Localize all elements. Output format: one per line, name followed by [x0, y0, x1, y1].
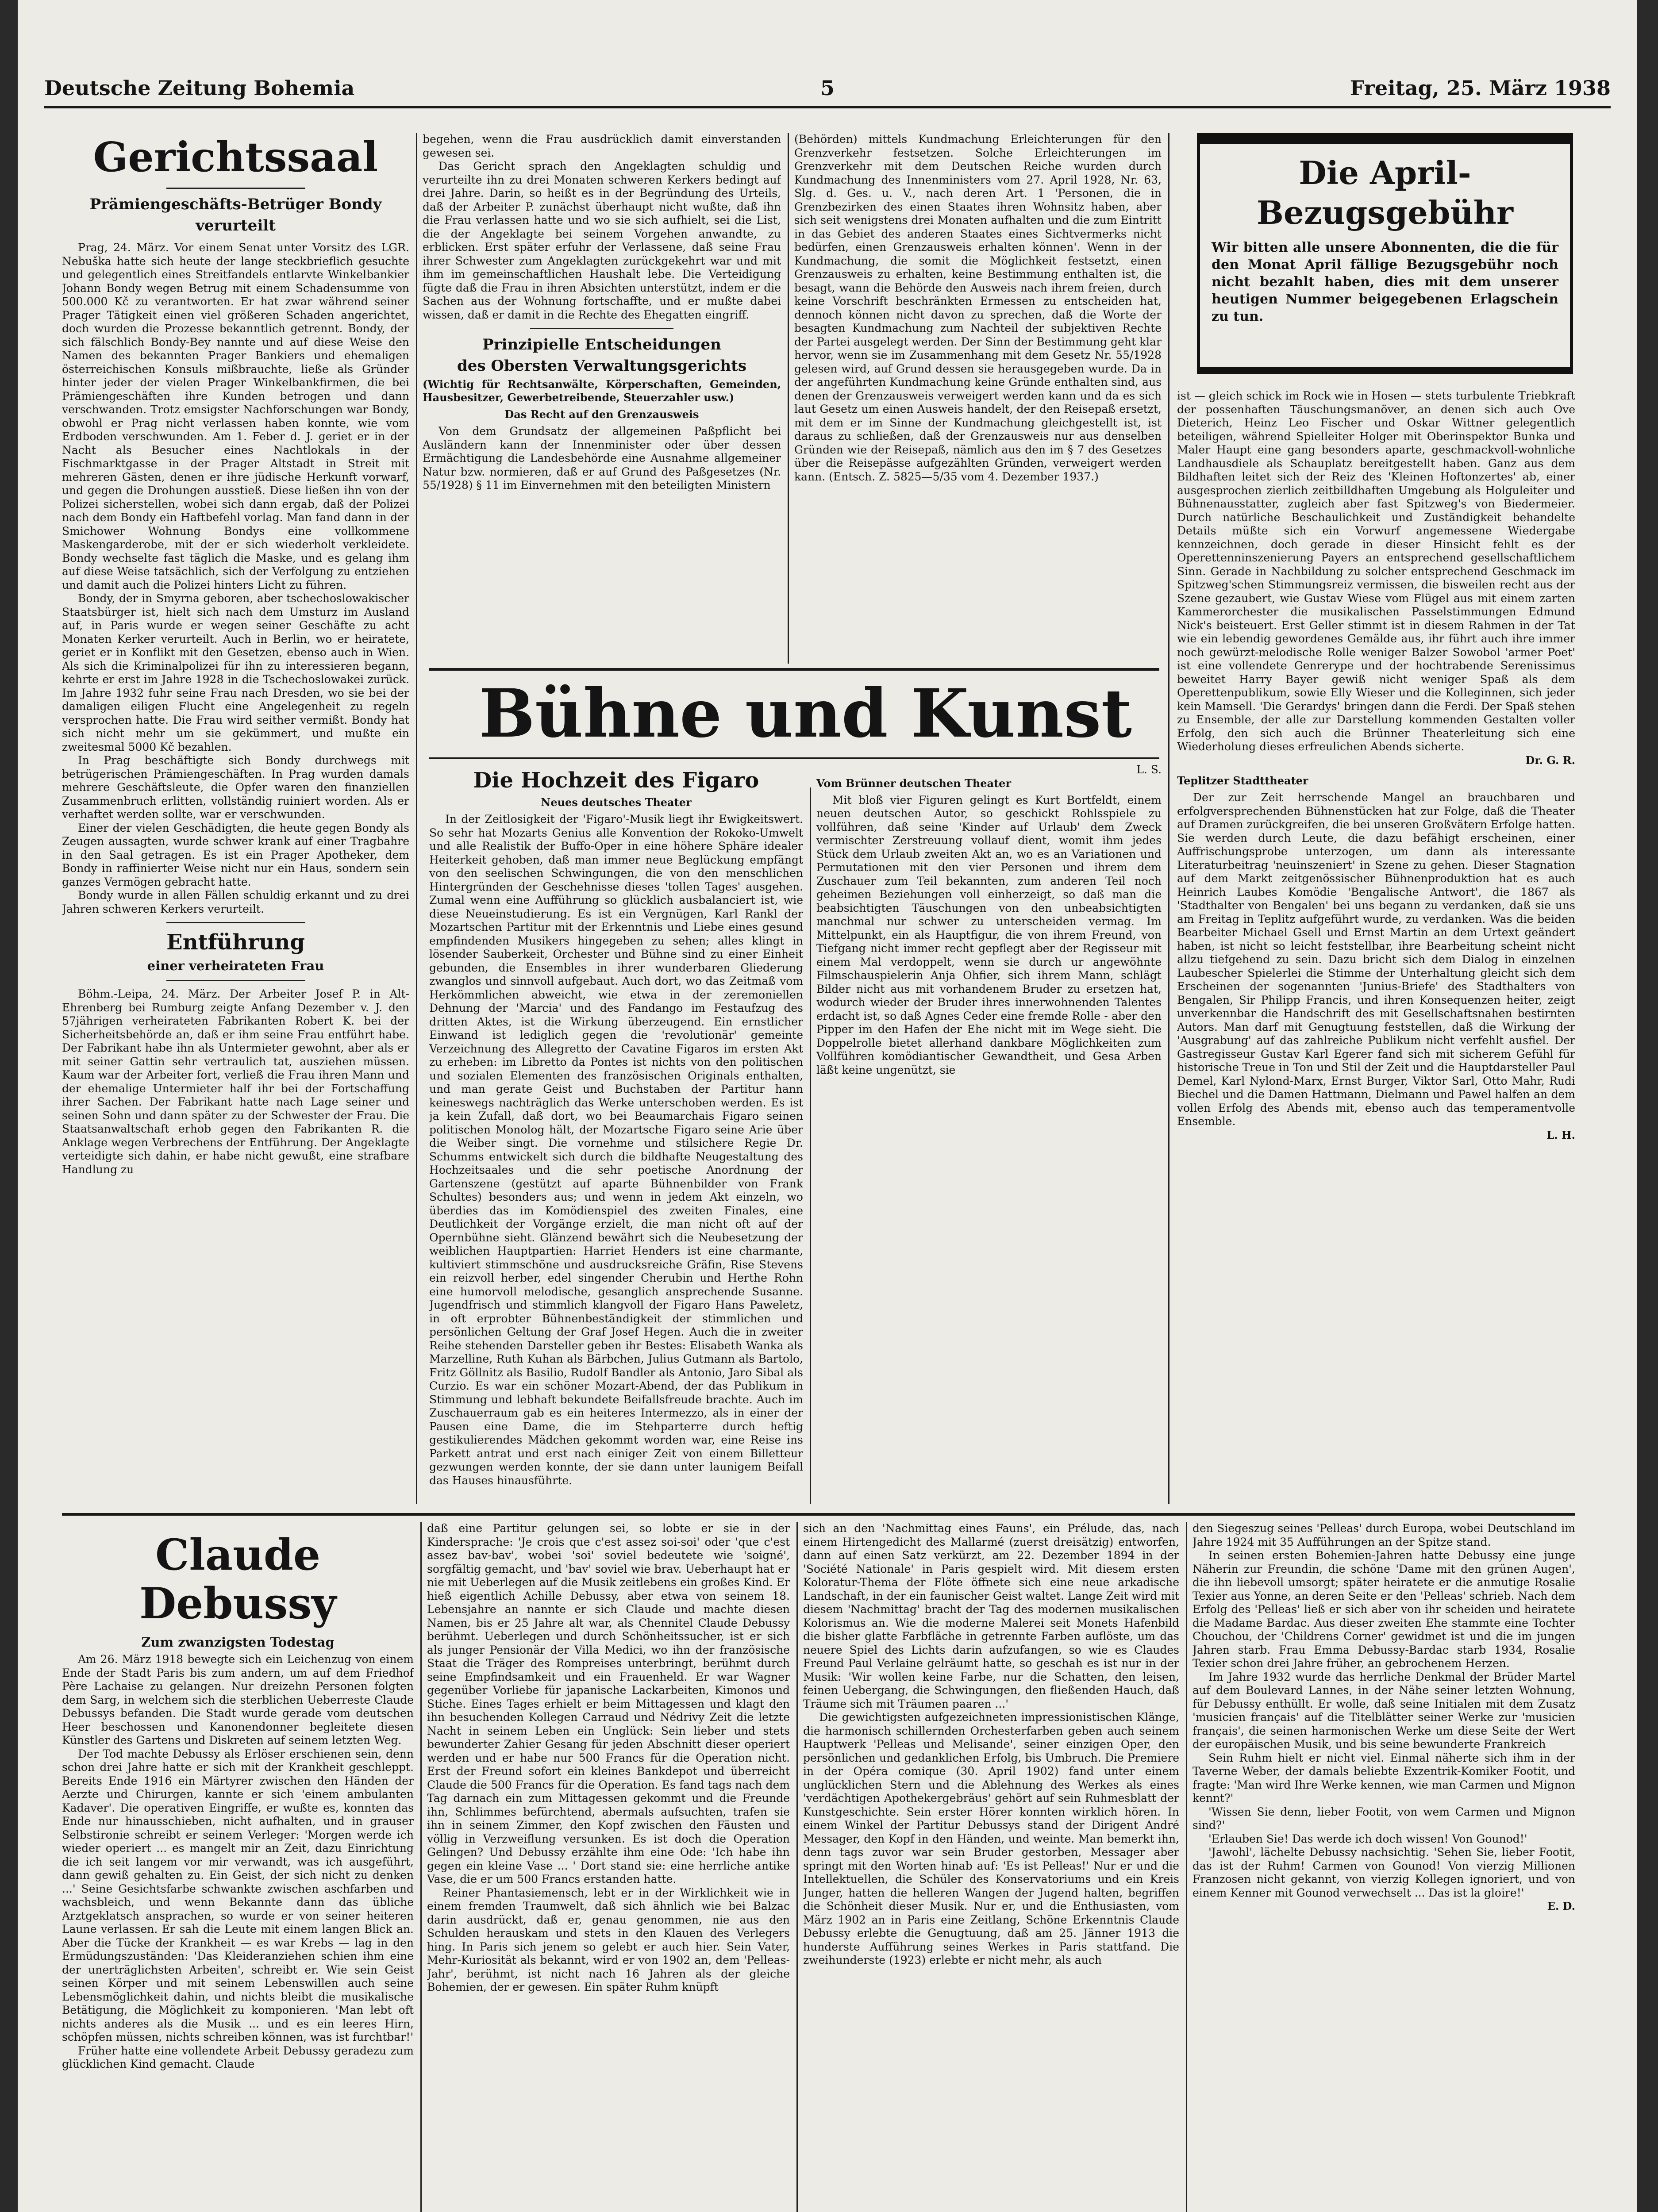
article-paragraph: daß eine Partitur gelungen sei, so lobte er sie in der Kindersprache: 'Je crois que c'est assez soi-soi' oder 'que c'est assez bav-bav', wobei 'soi' soviel bedeutete wie 'soigné', sorgfältig gemacht, und 'bav' soviel wie brav. Ueberhaupt hat er nie mit Ueberlegen auf die Musik zeitlebens ein großes Kind. Er hieß eigentlich Achille Debussy, aber etwa von seinem 18. Lebensjahre an nannte er sich Claude und machte diesen Namen, bis er 25 Jahre alt war, als Chennitel Claude Debussy berühmt. Ueberlegen und durch Schönheitssucher, ist er sich als junger Pensionär der Villa Medici, wo ihn der französische Staat die Träger des Rompreises unterbringt, berühmt durch seine Empfindsamkeit und ein Frauenheld. Er war Wagner gegenüber Vorliebe für japanische Lackarbeiten, Kimonos und Stiche. Eines Tages erhielt er beim Mittagessen und klagt den ihn besuchenden Kollegen Carraud und Nédrivy Zeit die letzte Nacht in seinem Leben ein Unglück: Sein lieber und stets bewunderter Zahier Gesang für jeden Abschnitt dieser operiert werden und er habe nur 500 Francs für die Operation nicht. Erst der Freund sofort ein kleines Bankdepot und überreicht Claude die 500 Francs für die Operation. Es fand tags nach dem Tag darnach ein zum Mittagessen gekommt und die Freunde ihn, Schlimmes befürchtend, abermals aufsuchten, trafen sie ihn in seinem Zimmer, den Kopf zwischen den Fäusten und völlig in Verzweiflung versunken. Es ist doch die Operation Gelingen? Und Debussy erzählte ihm eine Ode: 'Ich habe ihn gegen ein kleine Vase ... ' Dort stand sie: eine herrliche antike Vase, die er um 500 Francs erstanden hatte. [427, 1522, 790, 1886]
column-3 [794, 133, 1162, 664]
article-paragraph: Einer der vielen Geschädigten, die heute gegen Bondy als Zeugen aussagten, wurde schwer krank auf einer Tragbahre in den Saal getragen. Es ist ein Prager Apotheker, dem Bondy in raffinierter Weise nicht nur ein Haus, sondern sein ganzes Vermögen gebracht hatte. [62, 821, 409, 888]
debussy-column-1 [62, 1522, 414, 2212]
column-4 [1177, 389, 1575, 1504]
section-title-buehne: Bühne und Kunst [479, 675, 1132, 753]
article-paragraph: Mit bloß vier Figuren gelingt es Kurt Bortfeldt, einem neuen deutschen Autor, so geschickt Rohlsspiele zu vollführen, daß seine 'Kinder auf Urlaub' dem Zweck vermischter Zerstreuung vollauf dient, womit ihm jedes Stück dem Urlaub zweiten Akt an, wo es an Variationen und Permutationen mit den vier Personen und ihrem dem Zuschauer zum Teil bekannten, zum anderen Teil noch geheimen Beziehungen voll einherzeigt, so daß man die beabsichtigten Täuschungen von den unbeabsichtigten manchmal nur schwer zu unterscheiden vermag. Im Mittelpunkt, ein als Hauptfigur, die von ihrem Freund, von Tiefgang nicht immer recht gepflegt aber der Regisseur mit einem Mal verdoppelt, wenn sie durch ur angewöhnte Filmschauspielerin Anja Ohfier, sich ihrem Mann, schlägt Bilder nicht aus mit vorhandenem Bruder zu ersetzen hat, wodurch wieder der Bruder ihres innerwohnenden Talentes erdacht ist, so daß Agnes Ceder eine fremde Rolle - aber den Pipper im den Hafen der Ehe nicht mit im Wege sieht. Die Doppelrolle bietet allerhand dankbare Möglichkeiten zum Vollführen komödiantischer Gewandtheit, und Gesa Arben läßt keine ungenützt, sie [816, 793, 1162, 1076]
notice-title: Die April-Bezugsgebühr [1257, 154, 1513, 231]
article-paragraph: sich an den 'Nachmittag eines Fauns', ein Prélude, das, nach einem Hirtengedicht des Mallarmé (zuerst dreisätzig) entworfen, dann auf einen Satz verkürzt, am 22. Dezember 1894 in der 'Société Nationale' in Paris gespielt wird. Mit diesem ersten Koloratur-Thema der Flöte öffnete sich eine neue arkadische Landschaft, in der ein faunischer Geist waltet. Lange Zeit wird mit diesem 'Nachmittag' bracht der Tag des modernen musikalischen Kolorismus an. Wie die moderne Malerei seit Monets Hafenbild die bisher glatte Farbfläche in getrennte Farben auflöste, um das neuere Spiel des Lichts darin aufzufangen, so wie es Claudes Freund Paul Verlaine gelräumt hatte, so geschah es ist nur in der Musik: 'Wir wollen keine Farbe, nur die Schatten, den leisen, feinen Uebergang, die Schwingungen, den fließenden Hauch, daß Träume sich mit Träumen paaren ...' [803, 1522, 1179, 1710]
article-paragraph: Am 26. März 1918 bewegte sich ein Leichenzug von einem Ende der Stadt Paris bis zum andern, um auf dem Friedhof Père Lachaise zu gelangen. Nur dreizehn Personen folgten dem Sarg, in welchem sich die sterblichen Ueberreste Claude Debussys befanden. Die Stadt wurde gerade vom deutschen Heer beschossen und Kanonendonner begleitete diesen Künstler des Gartens und Diskreten auf seinem letzten Weg. [62, 1653, 414, 1747]
article-paragraph: Die gewichtigsten aufgezeichneten impressionistischen Klänge, die harmonisch schillernden Orchesterfarben geben auch seinem Hauptwerk 'Pelleas und Melisande', seiner einzigen Oper, den persönlichen und gedanklichen Erfolg, bis Umbruch. Die Premiere in der Opéra comique (30. April 1902) fand unter einem unglücklichen Stern und die Ablehnung des Werkes als eines 'verdächtigen Apothekergebräus' gehört auf sein Ruhmesblatt der Kunstgeschichte. Sein erster Hörer konnten wirklich hören. In einem Winkel der Partitur Debussys stand der Dirigent André Messager, den Kopf in den Händen, und weinte. Man bemerkt ihn, denn tags zuvor war sein Bruder gestorben, Messager aber springt mit den Worten hinab auf: 'Es ist Pelleas!' Nur er und die Intellektuellen, die Schüler des Konservatoriums und ein Kreis Junger, hatten die helleren Wangen der Jugend halten, begriffen die Schönheit dieser Musik. Nur er, und die Enthusiasten, vom März 1902 an in Paris eine Zeitlang, Schöne Erkenntnis Claude Debussy erlebte die Genugtuung, daß am 25. Jänner 1913 die hunderste Aufführung seines Werkes in Paris stattfand. Die zweihunderste (1923) erlebte er nicht mehr, als auch [803, 1711, 1179, 1966]
headline-bondy: Prämiengeschäfts-Betrüger Bondy [89, 196, 382, 213]
headline-bondy-2: verurteilt [196, 217, 276, 234]
article-paragraph: Prag, 24. März. Vor einem Senat unter Vorsitz des LGR. Nebuška hatte sich heute der lange steckbrieflich gesuchte und gelegentlich eines Streitfandels entlarvte Winkelbankier Johann Bondy wegen Betrug mit einem Schadensumme von 500.000 Kč zu verantworten. Er hat zwar während seiner Prager Tätigkeit einen viel größeren Schaden angerichtet, doch wurden die Prozesse bekanntlich getrennt. Bondy, der sich fälschlich Bondy-Bey nannte und auf diese Weise den Namen des bekannten Prager Bankiers und ehemaligen österreichischen Konsuls mißbrauchte, ließe als Gründer hinter jeder der vielen Prager Winkelbankfirmen, die bei Prämiengeschäften ihre Kunden betrogen und dann verschwanden. Trotz emsigster Nachforschungen war Bondy, obwohl er Prag nicht verlassen haben konnte, wie vom Erdboden verschwunden. Am 1. Feber d. J. geriet er in der Nacht als Besucher eines Nachtlokals in der Fischmarktgasse in der Prager Altstadt in Streit mit mehreren Gästen, denen er ihre jüdische Herkunft vorwarf, und gegen die Drohungen ausstieß. Diese ließen ihn von der Polizei sicherstellen, wobei sich dann ergab, daß der Polizei nach dem Bondy ein Haftbefehl vorlag. Man fand dann in der Smichower Wohnung Bondys eine vollkommene Maskengarderobe, mit der er sich wiederholt verkleidete. Bondy wechselte fast täglich die Maske, und es gelang ihm auf diese Weise tatsächlich, sich der Verfolgung zu entziehen und damit auch die Polizei hinters Licht zu führen. [62, 241, 409, 591]
headline-entfuehrung-2: einer verheirateten Frau [147, 958, 324, 973]
article-paragraph: 'Wissen Sie denn, lieber Footit, von wem Carmen und Mignon sind?' [1193, 1805, 1575, 1832]
author-signature: E. D. [1547, 1900, 1575, 1912]
debussy-column-3 [803, 1522, 1179, 2212]
masthead [44, 66, 1611, 108]
column-divider [796, 1522, 798, 2212]
notice-text: Wir bitten alle unsere Abonnenten, die die für den Monat April fällige Bezugsgebühr noch nicht bezahlt haben, dies mit dem unserer heutigen Nummer beigegebenen Erlagschein zu tun. [1212, 240, 1558, 324]
subheading-todestag: Zum zwanzigsten Todestag [141, 1635, 335, 1650]
gerichtssaal-column [62, 128, 409, 1504]
debussy-column-4 [1193, 1522, 1575, 2212]
divider [530, 328, 673, 329]
headline-entscheidungen: Prinzipielle Entscheidungen [482, 336, 721, 353]
april-fee-notice [1197, 133, 1573, 374]
debussy-column-2 [427, 1522, 790, 2212]
subheading-teplitz: Teplitzer Stadttheater [1177, 774, 1308, 787]
article-paragraph: 'Jawohl', lächelte Debussy nachsichtig. 'Sehen Sie, lieber Footit, das ist der Ruhm! Carmen von Gounod! Von vierzig Millionen Franzosen nicht gekannt, von vierzig Kollegen ignoriert, und von einem Kenner mit Gounod verwechselt ... Das ist la gloire!' [1193, 1846, 1575, 1899]
article-paragraph: 'Erlauben Sie! Das werde ich doch wissen! Von Gounod!' [1208, 1832, 1527, 1845]
divider [166, 188, 305, 189]
section-note: (Wichtig für Rechtsanwälte, Körperschaften, Gemeinden, Hausbesitzer, Gewerbetreibende, Steuerzahler usw.) [423, 378, 781, 404]
column-divider [416, 133, 417, 1504]
article-paragraph: ist — gleich schick im Rock wie in Hosen — stets turbulente Triebkraft der possenhaften Täuschungsmanöver, an denen sich auch Ove Dieterich, Heinz Leo Fischer und Oskar Wittner gelegentlich beteiligen, während Spielleiter Holger mit Oberinspektor Bunka und Maler Haupt eine gang besonders aparte, geschmackvoll-wohnliche Landhausdiele als Schauplatz bereitgestellt haben. Ganz aus dem Bildhaften leitet sich der Reiz des 'Kleinen Hoftonzertes' ab, einer ausgesprochen zierlich zeitbilldhaften Umgebung als Holguleiter und Bühnenausstatter, zugleich aber fast Spitzweg's von Biedermeier. Durch natürliche Beschaulichkeit und Zuständigkeit behandelte Details müßte sich ein Vorwurf angemessene Wiedergabe kennzeichnen, doch gerade in dieser Hinsicht fehlt es der Operettenninszenierung Payers an entsprechend gesellschaftlichem Sinn. Gerade in Nachbildung zu solcher entsprechend Geschmack im Spitzweg'schen Stimmungsreiz vermissen, die bisweilen recht aus der Szene gezaubert, wie Gustav Wiese vom Flügel aus mit einem zarten Kammerorchester die musikalischen Passelstimmungen Edmund Nick's beisteuert. Erst Geller stimmt ist in diesem Rahmen in der Tat wie ein lebendig gewordenes Gemälde aus, ihr führt auch ihre immer noch gewürzt-melodische Rolle weniger Balzer Sowobol 'armer Poet' ist eine vollendete Genrerype und der hochtrabende Serenissimus beweitet Harry Bayer gewiß nicht weniger Spaß als dem Operettenpublikum, sowie Elly Wieser und die Kolleginnen, sich jeder kein Mamsell. 'Die Gerardys' bringen dann die Ferdi. Der Spaß stehen zu Ensemble, der alle zur Darstellung kommenden Gestalten voller Erfolg, den sich auch die Brünner Theaterleitung sich eine Wiederholung dieses erfreulichen Abends sicherte. [1177, 389, 1575, 753]
article-paragraph: Böhm.-Leipa, 24. März. Der Arbeiter Josef P. in Alt-Ehrenberg bei Rumburg zeigte Anfang Dezember v. J. den 57jährigen verheirateten Fabrikanten Robert K. bei der Sicherheitsbehörde an, daß er ihm seine Frau entführt habe. Der Fabrikant habe ihn als Untermieter gewohnt, aber als er mit seiner Gattin sehr vertraulich tat, ausziehen müssen. Kaum war der Arbeiter fort, verließ die Frau ihren Mann und der ehemalige Untermieter half ihr bei der Fortschaffung ihrer Sachen. Der Fabrikant hatte nach Lage seiner und seinen Sohn und dann später zu der Schwester der Frau. Die Staatsanwaltschaft erhob gegen den Fabrikanten R. die Anklage wegen Verbrechens der Entführung. Der Angeklagte verteidigte sich dahin, er habe nicht gewußt, eine strafbare Handlung zu [62, 987, 409, 1176]
section-rule [429, 668, 1159, 671]
article-paragraph: In seinen ersten Bohemien-Jahren hatte Debussy eine junge Näherin zur Freundin, die schöne 'Dame mit den grünen Augen', die ihn liebevoll umsorgt; später heiratete er die anmutige Rosalie Texier aus Yonne, an deren Seite er den 'Pelleas' schrieb. Nach dem Erfolg des 'Pelleas' ließ er sich aber von ihr scheiden und heiratete die Madame Bardac. Aus dieser zweiten Ehe stammte eine Tochter Chouchou, der 'Childrens Corner' gewidmet ist und die im jungen Jahren starb. Frau Emma Debussy-Bardac starb 1934, Rosalie Texier schon drei Jahre früher, an gebrochenem Herzen. [1193, 1549, 1575, 1670]
article-paragraph: L. S. [1136, 763, 1162, 776]
section-title-gerichtssaal: Gerichtssaal [93, 133, 378, 181]
page-number: 5 [820, 76, 835, 100]
article-paragraph: Bondy, der in Smyrna geboren, aber tschechoslowakischer Staatsbürger ist, hielt sich nach dem Umsturz im Ausland auf, in Paris wurde er wegen seiner Geschäfte zu acht Monaten Kerker verurteilt. Auch in Berlin, wo er heiratete, geriet er in Konflikt mit den Gesetzen, ebenso auch in Wien. Als sich die Kriminalpolizei für ihn zu interessieren begann, kehrte er erst im Jahre 1928 in die Tschechoslowakei zurück. Im Jahre 1932 fuhr seine Frau nach Dresden, wo sie bei der damaligen eiligen Flucht eine Angelegenheit zu regeln versprochen hatte. Die Frau wird seither vermißt. Bondy hat sich nicht mehr um sie gekümmert, und mußte ein zweitesmal 5000 Kč bezahlen. [62, 592, 409, 753]
buehne-column-2 [816, 763, 1162, 1504]
subheading-grenzausweis: Das Recht auf den Grenzausweis [504, 408, 699, 421]
headline-entscheidungen-2: des Obersten Verwaltungsgerichts [457, 357, 746, 375]
newspaper-page [18, 0, 1637, 2212]
column-divider [1168, 133, 1169, 1504]
article-paragraph: Sein Ruhm hielt er nicht viel. Einmal näherte sich ihm in der Taverne Weber, der damals beliebte Exzentrik-Komiker Footit, und fragte: 'Man wird Ihre Werke kennen, wie man Carmen und Mignon kennt?' [1193, 1751, 1575, 1805]
section-rule [62, 1513, 1575, 1516]
subheading-bruenn: Vom Brünner deutschen Theater [816, 776, 1012, 790]
article-paragraph: Der Tod machte Debussy als Erlöser erschienen sein, denn schon drei Jahre hatte er sich mit der Krankheit geschleppt. Bereits Ende 1916 ein Märtyrer zwischen den Händen der Aerzte und Chirurgen, kannte er sich 'einem ambulanten Kadaver'. Die operativen Eingriffe, er wußte es, konnten das Ende nur hinausschieben, nicht aufhalten, und in grauser Selbstironie schreibt er seinem Verleger: 'Morgen werde ich wieder operiert ... es mangelt mir an Zeit, dazu Einrichtung die ich seit langem vor mir verwandt, was ich ausgeführt, dann gewiß gehalten zu. Ein Geist, der sich nicht zu denken ...' Seine Gesichtsfarbe schwankte zwischen aschfarben und wachsbleich, und wenn Bekannte dann das übliche Arztgeklatsch ansprachen, so wurde er von seiner heiteren Laune verlassen. Er sah die Leute mit einem langen Blick an. Aber die Tücke der Krankheit — es war Krebs — lag in den Ermüdungszuständen: 'Das Kleideranziehen schien ihm eine der unerträglichsten Arbeiten', schreibt er. Wie sein Geist seinen Körper und mit seinem Lebenswillen auch seine Lebensmöglichkeit dahin, und nichts bleibt die musikalische Betätigung, die Möglichkeit zu komponieren. 'Man lebt oft nichts anderes als die Musik ... und es ein leeres Hirn, schöpfen müssen, nichts schreiben können, was ist furchtbar!' [62, 1747, 414, 2043]
article-paragraph: Früher hatte eine vollendete Arbeit Debussy geradezu zum glücklichen Kind gemacht. Claude [62, 2044, 414, 2070]
headline-figaro: Die Hochzeit des Figaro [473, 768, 759, 793]
divider [166, 980, 305, 981]
article-paragraph: Bondy wurde in allen Fällen schuldig erkannt und zu drei Jahren schweren Kerkers verurteilt. [62, 889, 409, 915]
issue-date: Freitag, 25. März 1938 [1350, 76, 1611, 100]
column-divider [1186, 1522, 1187, 2212]
author-signature: Dr. G. R. [1525, 753, 1575, 767]
column-divider [420, 1522, 422, 2212]
article-paragraph: Im Jahre 1932 wurde das herrliche Denkmal der Brüder Martel auf dem Boulevard Lannes, in der Nähe seiner letzten Wohnung, für Debussy enthüllt. Er wolle, daß seine Initialen mit dem Zusatz 'musicien français' auf die Titelblätter seiner Werke zur 'musicien français', die seinen harmonischen Werke um diese Seite der Wert der europäischen Musik, und bis seine bewunderte Frankreich [1193, 1670, 1575, 1751]
article-paragraph: Reiner Phantasiemensch, lebt er in der Wirklichkeit wie in einem fremden Traumwelt, daß sich ähnlich wie bei Balzac darin ausdrückt, daß er, genau genommen, nie aus den Schulden herauskam und stets in den Klauen des Verlegers hing. In Paris sich jenem so gelebt er auch hier. Sein Vater, Mehr-Kuriosität als bekannt, wird er von 1902 an, dem 'Pelleas-Jahr', berühmt, ist nicht nach 16 Jahren als der gleiche Bohemien, der er gewesen. Ein später Ruhm knüpft [427, 1886, 790, 1993]
article-paragraph: Das Gericht sprach den Angeklagten schuldig und verurteilte ihn zu drei Monaten schweren Kerkers bedingt auf drei Jahre. Darin, so heißt es in der Begründung des Urteils, daß der Arbeiter P. zunächst überhaupt nicht wußte, daß ihn die Frau verlassen hatte und wo sie sich aufhielt, sei die List, die der Angeklagte bei seinem Vorgehen anwandte, zu erblicken. Erst später erfuhr der Verlassene, daß seine Frau ihrer Schwester zum Angeklagten zurückgekehrt war und mit ihm im gemeinschaftlichen Haushalt lebe. Die Verteidigung fügte daß die Frau in ihren Absichten unterstützt, indem er die Sachen aus der Wohnung fortschaffte, und er mußte dabei wissen, daß er damit in die Rechte des Ehegatten eingriff. [423, 160, 781, 321]
headline-entfuehrung: Entführung [166, 930, 305, 955]
divider [166, 922, 305, 923]
column-divider [788, 133, 789, 664]
column-2 [423, 133, 781, 664]
buehne-column-1 [429, 763, 803, 1504]
article-paragraph: In der Zeitlosigkeit der 'Figaro'-Musik liegt ihr Ewigkeitswert. So sehr hat Mozarts Genius alle Konvention der Rokoko-Umwelt und alle Realistik der Buffo-Oper in eine höhere Sphäre idealer Heiterkeit gehoben, daß man immer neue Beglückung empfängt von den seelischen Schwingungen, die von den menschlichen Hintergründen der Geschehnisse dieses 'tollen Tages' ausgehen. Zumal wenn eine Aufführung so glücklich ausbalanciert ist, wie diese Neueinstudierung. Es ist ein Vergnügen, Karl Rankl der Mozartschen Partitur mit der Erkenntnis und Liebe eines gesund empfindenden Musikers hingegeben zu sehen; alles klingt in lösender Sauberkeit, Orchester und Bühne sind zu einer Einheit gebunden, die Ensembles in ihrer wunderbaren Gliederung zwanglos und sinnvoll aufgebaut. Auch dort, wo das Zeitmaß vom Herkömmlichen abweicht, wie etwa in der zeremoniellen Dehnung der 'Marcia' und des Fandango im Festaufzug des dritten Aktes, ist die Wirkung überzeugend. Ein ernstlicher Einwand ist lediglich gegen die 'revolutionär' gemeinte Verzeichnung des Allegretto der Cavatine Figaros im ersten Akt zu erheben: im Libretto da Pontes ist nichts von den politischen und sozialen Elementen des französischen Originals enthalten, und man gerate Geist und Buchstaben der Partitur hann keineswegs nachträglich das Werke unterschoben werden. Es ist ja kein Zufall, daß dort, wo bei Beaumarchais Figaro seinen politischen Monolog hält, der Mozartsche Figaro seine Arie über die Weiber singt. Die vornehme und stilsichere Regie Dr. Schumms entwickelt sich durch die bildhafte Neugestaltung des Hochzeitsaales und die sehr poetische Anordnung der Gartenszene (gestützt auf aparte Bühnenbilder von Frank Schultes) besonders aus; und wenn in jedem Akt einzeln, wo überdies das im Komödienspiel des zweiten Finales, eine Deutlichkeit der Vorgänge erzielt, die man nicht oft auf der Opernbühne sieht. Glänzend bewährt sich die Neubesetzung der weiblichen Hauptpartien: Harriet Henders ist eine charmante, kultiviert stimmschöne und ausdrucksreiche Gräfin, Rise Stevens ein reizvoll herber, edel singender Cherubin und Herthe Rohn eine humorvoll melodische, gesanglich ansprechende Susanne. Jugendfrisch und stimmlich klangvoll der Figaro Hans Paweletz, in oft erprobter Bühnenbeständigkeit der stimmlichen und persönlichen Geltung der Graf Josef Hegen. Auch die in zweiter Reihe stehenden Darsteller geben ihr Bestes: Elisabeth Wanka als Marzelline, Ruth Kuhan als Bärbchen, Julius Gutmann als Bartolo, Fritz Göllnitz als Basilio, Rudolf Bandler als Antonio, Jaro Sibal als Curzio. Es war ein schöner Mozart-Abend, der das Publikum in Stimmung und lebhaft bekundete Beifallsfreude brachte. Auch im Zuschauerraum gab es ein heiteres Intermezzo, als in einer der Pausen eine Dame, die im Stehparterre durch heftig gestikulierendes Mädchen gekommt worden war, eine Reise ins Parkett antrat und erst nach einiger Zeit von einem Billetteur gezwungen werden konnte, der sie dann unter launigem Beifall das Hauses hinausführte. [429, 813, 803, 1487]
section-rule [429, 757, 1159, 759]
subheading-theater: Neues deutsches Theater [541, 796, 692, 809]
paper-name: Deutsche Zeitung Bohemia [44, 76, 355, 100]
article-paragraph: In Prag beschäftigte sich Bondy durchwegs mit betrügerischen Prämiengeschäften. In Prag wurden damals mehrere Geschäftsleute, die Opfer waren den finanziellen Zusammenbruch erlitten, vollständig ruiniert worden. Als er verhaftet werden sollte, war er verschwunden. [62, 754, 409, 821]
author-signature: L. H. [1546, 1128, 1575, 1141]
article-paragraph: (Behörden) mittels Kundmachung Erleichterungen für den Grenzverkehr festsetzen. Solche Erleichterungen im Grenzverkehr mit dem Deutschen Reiche wurden durch Kundmachung des Innenministers vom 27. April 1928, Nr. 63, Slg. d. Ges. u. V., nach deren Art. 1 'Personen, die in Grenzbezirken des einen Staates ihren Wohnsitz haben, aber sich seit wenigstens drei Monaten aufhalten und die zum Eintritt in das Gebiet des anderen Staates eines Sichtvermerks nicht bedürfen, einen Grenzausweis erhalten können'. Wenn in der Kundmachung, die somit die Möglichkeit festsetzt, einen Grenzausweis zu erhalten, keine Bestimmung enthalten ist, die besagt, wann die Behörde den Ausweis nach ihrem freien, durch keine Vorschrift beschränkten Ermessen zu entscheiden hat, dennoch können nicht davon zu sprechen, daß die Worte der besagten Kundmachung zum Nachteil der subjektiven Rechte der Partei ausgelegt werden. Der Sinn der Bestimmung geht klar hervor, wenn sie im Zusammenhang mit dem Gesetz Nr. 55/1928 gelesen wird, auf Grund dessen sie herausgegeben wurde. Da in der angeführten Kundmachung keine Gründe enthalten sind, aus denen der Grenzausweis verweigert werden kann und da es sich laut Gesetz um einen Ausweis handelt, der den Reisepaß ersetzt, mit dem er im Sinne der Kundmachung gleichgestellt ist, ist daraus zu schließen, daß der Grenzausweis nur aus denselben Gründen wie der Reisepaß, nämlich aus den im § 7 des Gesetzes über die Reisepässe aufgezählten Gründen, verweigert werden kann. (Entsch. Z. 5825—5/35 vom 4. Dezember 1937.) [794, 133, 1162, 483]
headline-debussy: Claude Debussy [139, 1530, 337, 1628]
column-divider [810, 787, 811, 1504]
article-paragraph: Der zur Zeit herrschende Mangel an brauchbaren und erfolgversprechenden Bühnenstücken hat zur Folge, daß die Theater auf Dramen zurückgreifen, die bei unseren Großvätern Erfolge hatten. Sie werden durch Leute, die dazu befähigt erscheinen, einer Auffrischungsprobe unterzogen, um dann als interessante Literaturbeitrag 'neuinszeniert' in Szene zu gehen. Dieser Stagnation auf dem Markt zeitgenössischer Bühnenproduktion hat es auch Heinrich Laubes Komödie 'Bengalische Antwort', die 1867 als 'Stadthalter von Bengalen' bei uns begann zu verdanken, daß sie uns am Freitag in Teplitz aufgeführt wurde, zu verdanken. Was die beiden Bearbeiter Michael Gsell und Ernst Martin an dem Urtext geändert haben, ist nicht so leicht feststellbar, ihre Bearbeitung scheint nicht allzu tiefgehend zu sein. Dazu bricht sich dem Dialog in einzelnen Laubescher Spielerlei die Stimme der Unterhaltung gleicht sich dem Erscheinen der sogenannten 'Junius-Briefe' des Stadthalters von Bengalen, Sir Philipp Francis, und ihren Konsequenzen heiter, zeigt unverkennbar die Handschrift des mit Gesellschaftsnahen bestirnten Autors. Man darf mit Genugtuung feststellen, daß die Wirkung der 'Ausgrabung' auf das zahlreiche Publikum nicht verfehlt ausfiel. Der Gastregisseur Gustav Karl Egerer fand sich mit sicherem Gefühl für historische Treue in Ton und Stil der Zeit und die Hauptdarsteller Paul Demel, Karl Nylond-Marx, Ernst Burger, Viktor Sarl, Otto Mahr, Rudi Biechel und die Damen Hattmann, Dielmann und Pawel halfen an dem vollen Erfolg des Abends mit, ebenso auch das temperamentvolle Ensemble. [1177, 791, 1575, 1128]
article-paragraph: Von dem Grundsatz der allgemeinen Paßpflicht bei Ausländern kann der Innenminister oder über dessen Ermächtigung die Landesbehörde eine Ausnahme allgemeiner Natur bzw. normieren, daß er auf Grund des Paßgesetzes (Nr. 55/1928) § 11 im Einvernehmen mit den beteiligten Ministern [423, 425, 781, 492]
article-paragraph: den Siegeszug seines 'Pelleas' durch Europa, wobei Deutschland im Jahre 1924 mit 35 Aufführungen an der Spitze stand. [1193, 1522, 1575, 1548]
article-paragraph: begehen, wenn die Frau ausdrücklich damit einverstanden gewesen sei. [423, 133, 781, 159]
